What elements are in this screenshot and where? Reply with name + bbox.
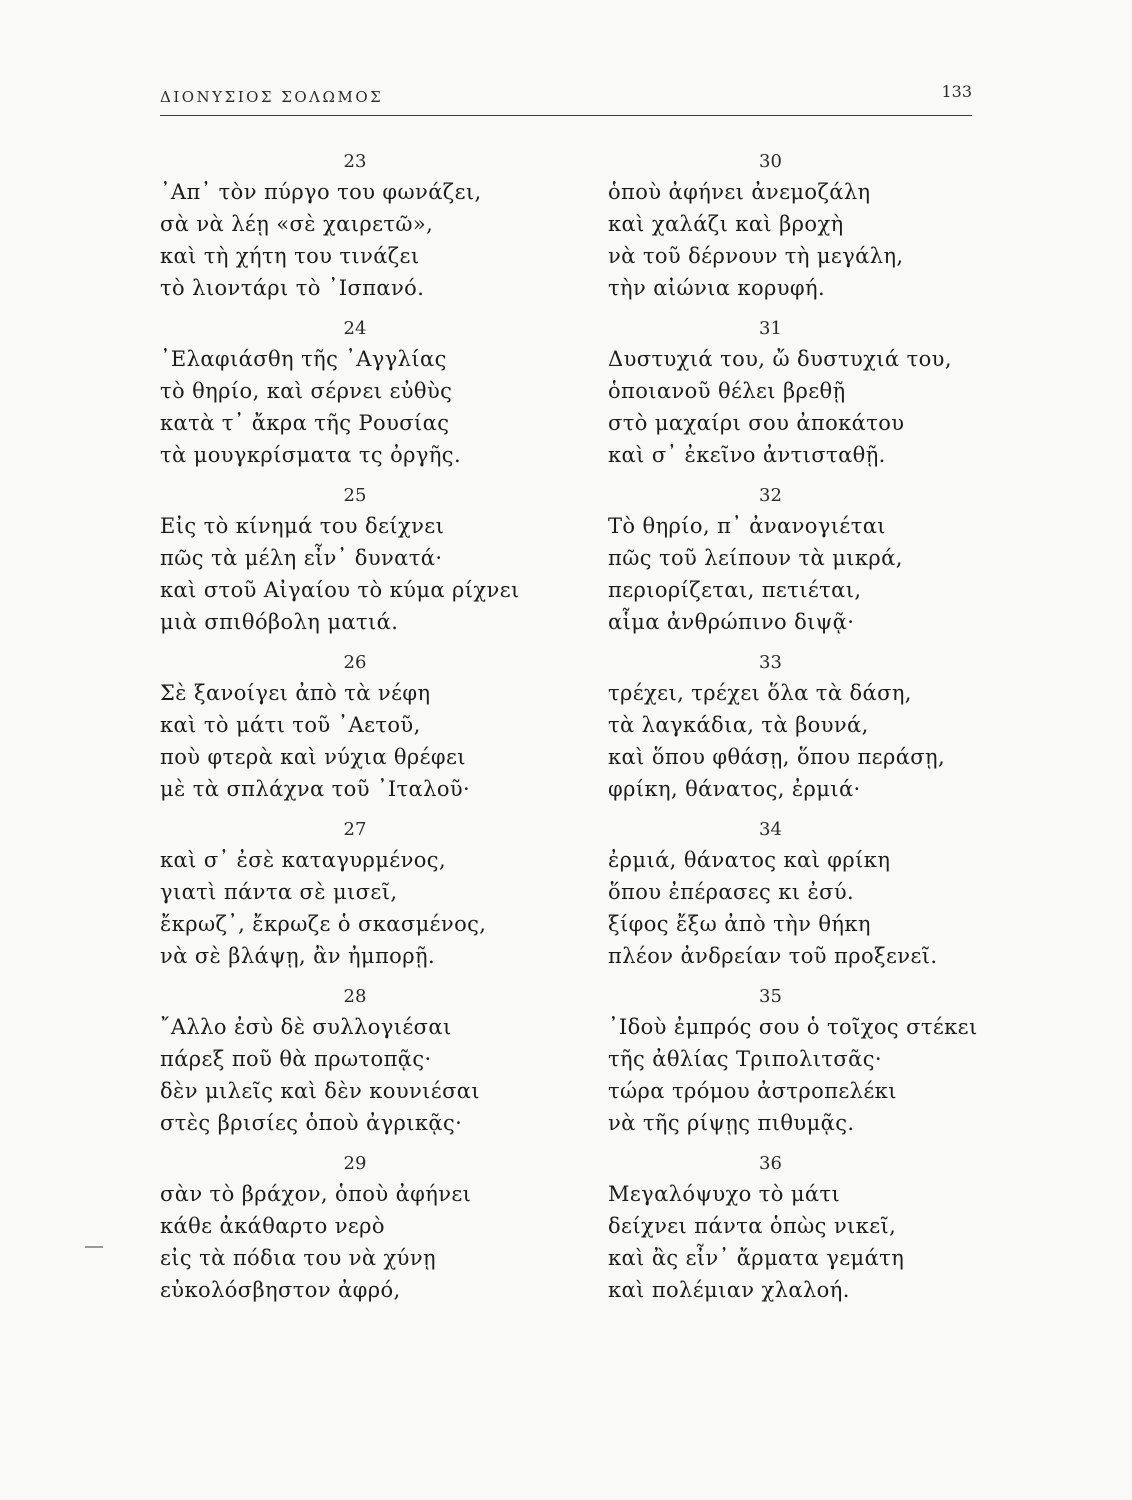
stanza [608, 649, 988, 805]
verse-line: πάρεξ ποῦ θὰ πρωτοπᾷς· [160, 1047, 432, 1071]
verse-line: Μεγαλόψυχο τὸ μάτι [608, 1182, 841, 1206]
verse-line: κατὰ τ᾿ ἄκρα τῆς Ρουσίας [160, 411, 450, 435]
stanza-number: 23 [343, 151, 367, 172]
stanza-number: 35 [759, 986, 782, 1007]
stanza [160, 816, 560, 972]
margin-mark [85, 1246, 103, 1248]
stanza-number: 24 [343, 318, 367, 339]
stanza [608, 315, 988, 471]
stanza [160, 983, 560, 1139]
right-column [608, 148, 988, 1317]
stanza-number: 28 [343, 986, 367, 1007]
stanza-number: 26 [343, 652, 367, 673]
page-number: 133 [941, 82, 972, 101]
verse-line: Σὲ ξανοίγει ἀπὸ τὰ νέφη [160, 681, 431, 705]
verse-line: καὶ τὴ χήτη του τινάζει [160, 244, 420, 268]
stanza [160, 482, 560, 638]
stanza [608, 148, 988, 304]
stanza-number: 34 [759, 819, 782, 840]
verse-line: ὅπου ἐπέρασες κι ἐσύ. [608, 880, 855, 904]
verse-line: καὶ χαλάζι καὶ βροχὴ [608, 212, 844, 236]
verse-line: πῶς τοῦ λείπουν τὰ μικρά, [608, 546, 903, 570]
stanza [608, 482, 988, 638]
verse-line: καὶ ἂς εἶν᾿ ἄρματα γεμάτη [608, 1246, 905, 1270]
verse-line: δείχνει πάντα ὁπὼς νικεῖ, [608, 1214, 897, 1238]
verse-line: τῆς ἀθλίας Τριπολιτσᾶς· [608, 1047, 882, 1071]
stanza-number: 30 [759, 151, 782, 172]
verse-line: νὰ σὲ βλάψῃ, ἂν ἠμπορῇ. [160, 944, 436, 968]
stanza-number: 36 [759, 1153, 782, 1174]
stanza-number: 27 [343, 819, 367, 840]
verse-line: ὁποὺ ἀφήνει ἀνεμοζάλη [608, 180, 871, 204]
verse-line: τὰ λαγκάδια, τὰ βουνά, [608, 713, 869, 737]
verse-line: φρίκη, θάνατος, ἐρμιά· [608, 777, 861, 801]
verse-line: ποὺ φτερὰ καὶ νύχια θρέφει [160, 745, 466, 769]
verse-line: γιατὶ πάντα σὲ μισεῖ, [160, 880, 398, 904]
verse-line: πῶς τὰ μέλη εἶν᾿ δυνατά· [160, 546, 443, 570]
header-rule [160, 115, 972, 116]
verse-line: σὰ νὰ λέῃ «σὲ χαιρετῶ», [160, 212, 434, 236]
verse-line: καὶ σ᾿ ἐσὲ καταγυρμένος, [160, 848, 447, 872]
running-title: ΔΙΟΝΥΣΙΟΣ ΣΟΛΩΜΟΣ [160, 88, 384, 106]
verse-line: καὶ ὅπου φθάσῃ, ὅπου περάσῃ, [608, 745, 946, 769]
verse-line: τρέχει, τρέχει ὅλα τὰ δάση, [608, 681, 912, 705]
stanza-number: 29 [343, 1153, 367, 1174]
verse-line: καὶ πολέμιαν χλαλοή. [608, 1278, 850, 1302]
verse-line: Δυστυχιά του, ὤ δυστυχιά του, [608, 347, 952, 371]
verse-line: τώρα τρόμου ἀστροπελέκι [608, 1079, 897, 1103]
verse-line: περιορίζεται, πετιέται, [608, 578, 862, 602]
verse-line: εἰς τὰ πόδια του νὰ χύνῃ [160, 1246, 436, 1270]
verse-line: ἐρμιά, θάνατος καὶ φρίκη [608, 848, 891, 872]
verse-line: νὰ τῆς ρίψῃς πιθυμᾷς. [608, 1111, 855, 1135]
stanza [608, 1150, 988, 1306]
verse-line: ῎Αλλο ἐσὺ δὲ συλλογιέσαι [160, 1015, 452, 1039]
verse-line: ὁποιανοῦ θέλει βρεθῇ [608, 379, 846, 403]
verse-line: στὲς βρισίες ὁποὺ ἀγρικᾷς· [160, 1111, 463, 1135]
verse-line: πλέον ἀνδρείαν τοῦ προξενεῖ. [608, 944, 938, 968]
stanza [608, 816, 988, 972]
verse-line: τὸ λιοντάρι τὸ ᾿Ισπανό. [160, 276, 425, 300]
stanza [160, 649, 560, 805]
verse-line: Εἰς τὸ κίνημά του δείχνει [160, 514, 445, 538]
page-header [160, 80, 972, 120]
verse-line: καὶ στοῦ Αἰγαίου τὸ κύμα ρίχνει [160, 578, 520, 602]
stanza [160, 148, 560, 304]
verse-line: καὶ τὸ μάτι τοῦ ᾿Αετοῦ, [160, 713, 421, 737]
verse-line: Τὸ θηρίο, π᾿ ἀνανογιέται [608, 514, 886, 538]
verse-line: τὸ θηρίο, καὶ σέρνει εὐθὺς [160, 379, 453, 403]
verse-line: σὰν τὸ βράχον, ὁποὺ ἀφήνει [160, 1182, 472, 1206]
verse-line: ξίφος ἔξω ἀπὸ τὴν θήκη [608, 912, 871, 936]
verse-line: ᾿Ιδοὺ ἐμπρός σου ὁ τοῖχος στέκει [608, 1015, 978, 1039]
verse-line: ᾿Απ᾿ τὸν πύργο του φωνάζει, [160, 180, 482, 204]
stanza [160, 1150, 560, 1306]
stanza-number: 32 [759, 485, 782, 506]
stanza-number: 33 [759, 652, 782, 673]
stanza [160, 315, 560, 471]
stanza [608, 983, 988, 1139]
verse-line: στὸ μαχαίρι σου ἀποκάτου [608, 411, 905, 435]
stanza-number: 25 [343, 485, 367, 506]
verse-line: εὐκολόσβηστον ἀφρό, [160, 1278, 401, 1302]
verse-line: τὴν αἰώνια κορυφή. [608, 276, 826, 300]
left-column [160, 148, 560, 1317]
verse-line: τὰ μουγκρίσματα τς ὀργῆς. [160, 443, 462, 467]
verse-line: μὲ τὰ σπλάχνα τοῦ ᾿Ιταλοῦ· [160, 777, 471, 801]
verse-line: αἷμα ἀνθρώπινο διψᾷ· [608, 610, 855, 634]
verse-line: μιὰ σπιθόβολη ματιά. [160, 610, 399, 634]
verse-line: δὲν μιλεῖς καὶ δὲν κουνιέσαι [160, 1079, 481, 1103]
verse-line: ἔκρωζ᾿, ἔκρωζε ὁ σκασμένος, [160, 912, 487, 936]
verse-line: καὶ σ᾿ ἐκεῖνο ἀντισταθῇ. [608, 443, 886, 467]
stanza-number: 31 [759, 318, 782, 339]
verse-line: κάθε ἀκάθαρτο νερὸ [160, 1214, 385, 1238]
verse-line: ᾿Ελαφιάσθη τῆς ᾿Αγγλίας [160, 347, 447, 371]
verse-line: νὰ τοῦ δέρνουν τὴ μεγάλη, [608, 244, 904, 268]
